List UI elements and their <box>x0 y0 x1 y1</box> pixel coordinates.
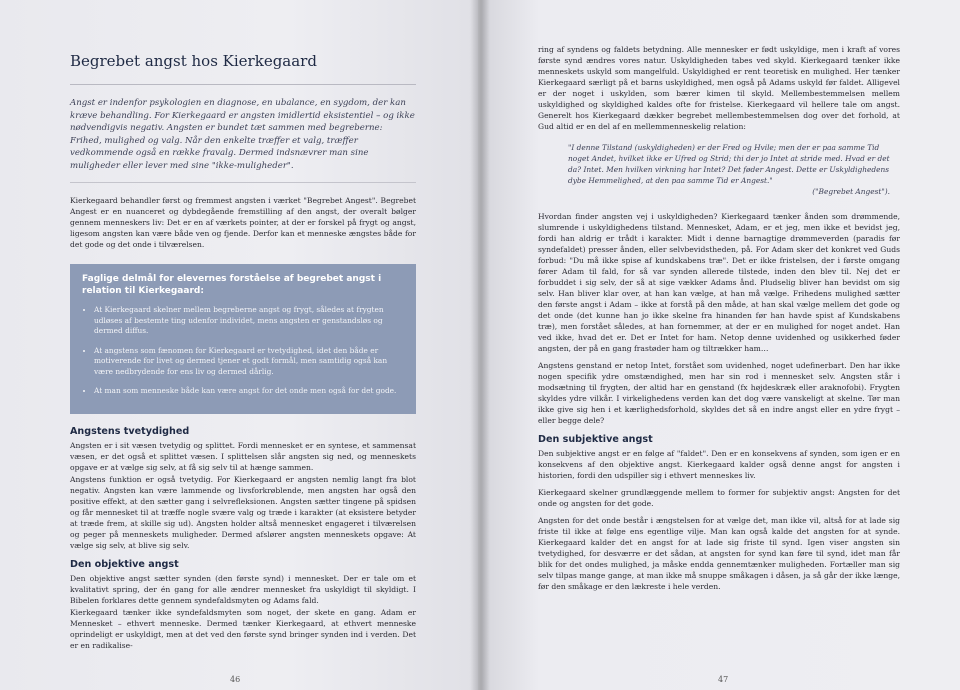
body-paragraph: Angsten for det onde består i ængstelsen for at vælge det, man ikke vil, altså for at lade sig friste til ikke at følge ens egentlige vilje. Man kan også kalde det angsten for at synde. Kierkegaard kalder det en angst for at lade sig friste til synd. Igen viser angsten sin tvetydighed, for desværre er det sådan, at angsten for synd kan føre til synd, idet man får blik for det ondes mulighed, ja måske endda gennemtænker muligheden. Fortæller man sig selv tilpas mange gange, at man ikke må snuppe småkagen i dåsen, ja så går der ikke længe, før den småkage er den lækreste i hele verden. <box>538 516 900 591</box>
right-page <box>482 0 960 690</box>
body-paragraph: ring af syndens og faldets betydning. Alle mennesker er født uskyldige, men i kraft af vores første synd ændres vores natur. Uskyldigheden tabes ved skyld. Kierkegaard tænker ikke menneskets uskyld som mangelfuld. Uskyldighed er rent teoretisk en mulighed. Her tænker Kierkegaard særligt på et barns uskyldighed, men også på Adams uskyld før faldet. Alligevel er der noget i uskylden, som bærer kimen til skyld. Mellembestemmelsen mellem uskyldighed og skyldighed kaldes ofte for fristelse. Kierkegaard vil hellere tale om angst. Generelt hos Kierkegaard dækker begrebet mellembestemmelsen dog over det forhold, at Gud altid er en del af en mellemmenneskelig relation: <box>538 45 900 131</box>
body-paragraph: Angsten er i sit væsen tvetydig og splittet. Fordi mennesket er en syntese, et sammensat væsen, er det også et splittet væsen. I splittelsen slår angsten sig ned, og menneskets opgave er at vælge sig selv, at få sig selv til at hænge sammen. <box>70 440 416 472</box>
goal-item: • At man som menneske både kan være angst for det onde men også for det gode. <box>94 386 404 397</box>
chapter-title: Begrebet angst hos Kierkegaard <box>70 52 317 70</box>
learning-goals-box <box>70 264 416 414</box>
body-paragraph: Kierkegaard tænker ikke syndefaldsmyten som noget, der skete en gang. Adam er Mennesket – ethvert menneske. Dermed tænker Kierkegaard, at ethvert menneske oprindeligt er uskyldigt, men at det ved den første synd bringer synden ind i verden. Det er en radikalise- <box>70 607 416 650</box>
intro-divider <box>70 182 416 183</box>
page-number: 47 <box>718 675 729 684</box>
quote-text: "I denne Tilstand (uskyldigheden) er der Fred og Hvile; men der er paa samme Tid noget Andet, hvilket ikke er Ufred og Strid; thi der jo Intet at stride med. Hvad er det da? Intet. Men hvilken virkning har Intet? Det føder Angest. Dette er Uskyldighedens dybe Hemmelighed, at den paa samme Tid er Angest." <box>568 143 890 185</box>
intro-text: Angst er indenfor psykologien en diagnose, en ubalance, en sygdom, der kan kræve behandling. For Kierkegaard er angsten imidlertid eksistentiel – og ikke nødvendigvis negativ. Angsten er bundet tæt sammen med begreberne: Frihed, mulighed og valg. Når den enkelte træffer et valg, træffer vedkommende også en række fravalg. Dermed indsnævrer man sine muligheder eller lever med sine "ikke-muligheder". <box>70 98 415 171</box>
body-paragraph: Angstens funktion er også tvetydig. For Kierkegaard er angsten nemlig langt fra blot negativ. Angsten kan være lammende og livsforkrøblende, men angsten har også den positive effekt, at den sætter gang i selvrefleksionen. Angsten sætter tingene på spidsen og får mennesket til at træffe nogle svære valg og træde i karakter (at eksistere betyder at træde frem, at skille sig ud). Angsten holder altså mennesket engageret i tilværelsen og peger på menneskets muligheder. Dermed afslører angsten menneskets opgave: At vælge sig selv, at blive sig selv. <box>70 474 416 550</box>
body-paragraph: Hvordan finder angsten vej i uskyldigheden? Kierkegaard tænker ånden som drømmende, slumrende i uskyldighedens tilstand. Mennesket, Adam, er et jeg, men ikke et bevidst jeg, fordi han aldrig er trådt i karakter. Midt i denne barnagtige drømmeverden (paradis før syndefaldet) presser ånden, eller selvbevidstheden, på. For Adam sker det konkret ved Guds forbud: "Du må ikke spise af kundskabens træ". Det er ikke fristelsen, der i første omgang fører Adam til fald, for så var synden allerede tilstede, inden den blev til. Nej det er forbuddet i sig selv, der så at sige vækker Adams ånd. Pludselig bliver han bevidst om sig selv. Han bliver klar over, at han kan vælge, at han må vælge. Frihedens mulighed sætter den første angst i Adam – ikke at forstå på den måde, at han skal vælge mellem det gode og det onde (det kunne han jo ikke skelne fra hinanden før han havde spist af Kundskabens træ), men forstået således, at han fornemmer, at der er en mulighed for noget andet. Han ved ikke, hvad det er. Det er Intet for ham. Netop denne uvidenhed og usikkerhed føder angsten, der på en gang frastøder ham og tiltrækker ham… <box>538 212 900 353</box>
page-number: 46 <box>230 675 241 684</box>
title-divider <box>70 84 416 85</box>
body-paragraph: Den subjektive angst er en følge af "faldet". Den er en konsekvens af synden, som igen er en konsekvens af den objektive angst. Kierkegaard kalder også denne angst for angsten i historien, fordi den udspiller sig i ethvert menneskes liv. <box>538 449 900 480</box>
body-paragraph: Angstens genstand er netop Intet, forstået som uvidenhed, noget udefinerbart. Den har ikke nogen specifik ydre omstændighed, men har sin rod i mennesket selv. Angsten står i modsætning til frygten, der altid har en genstand (fx højdeskræk eller araknofobi). Frygten skyldes ydre vilkår. I virkelighedens verden kan det dog være vanskeligt at skelne. Tør man ikke give sig hen i et kærlighedsforhold, skyldes det så en indre angst eller en ydre frygt – eller begge dele? <box>538 361 900 425</box>
book-gutter <box>470 0 490 690</box>
body-paragraph: Kierkegaard behandler først og fremmest angsten i værket "Begrebet Angest". Begrebet Angest er en nuanceret og dybdegående fremstilling af den angst, der overalt bølger gennem menneskers liv: Det er en af værkets pointer, at der er forskel på frygt og angst, ligesom angsten kan være både ven og fjende. Derfor kan et menneske ængstes både for det gode og det onde i tilværelsen. <box>70 196 416 249</box>
learning-goals-list <box>82 305 404 397</box>
left-page <box>0 0 478 690</box>
goal-item: • At angstens som fænomen for Kierkegaard er tvetydighed, idet den både er motiverende for livet og dermed tjener et godt formål, men samtidig også kan være nedbrydende for ens liv og dermed dårlig. <box>94 346 404 378</box>
body-paragraph: Den objektive angst sætter synden (den første synd) i mennesket. Der er tale om et kvalitativt spring, der én gang for alle ændrer mennesket fra uskyldigt til skyldigt. I Bibelen forklares dette gennem syndefaldsmyten og Adams fald. <box>70 573 416 605</box>
section-heading: Den objektive angst <box>70 558 179 570</box>
body-paragraph: Kierkegaard skelner grundlæggende mellem to former for subjektiv angst: Angsten for det onde og angsten for det gode. <box>538 488 900 508</box>
learning-goals-title: Faglige delmål for elevernes forståelse af begrebet angst i relation til Kierkegaard: <box>82 274 382 296</box>
quote-source: ("Begrebet Angest"). <box>812 187 890 196</box>
goal-item: • At Kierkegaard skelner mellem begreberne angst og frygt, således at frygten udløses af bestemte ting udenfor individet, mens angsten er genstandsløs og dermed diffus. <box>94 305 404 337</box>
section-heading: Angstens tvetydighed <box>70 425 190 437</box>
section-heading: Den subjektive angst <box>538 434 653 445</box>
quote-block <box>568 142 900 197</box>
